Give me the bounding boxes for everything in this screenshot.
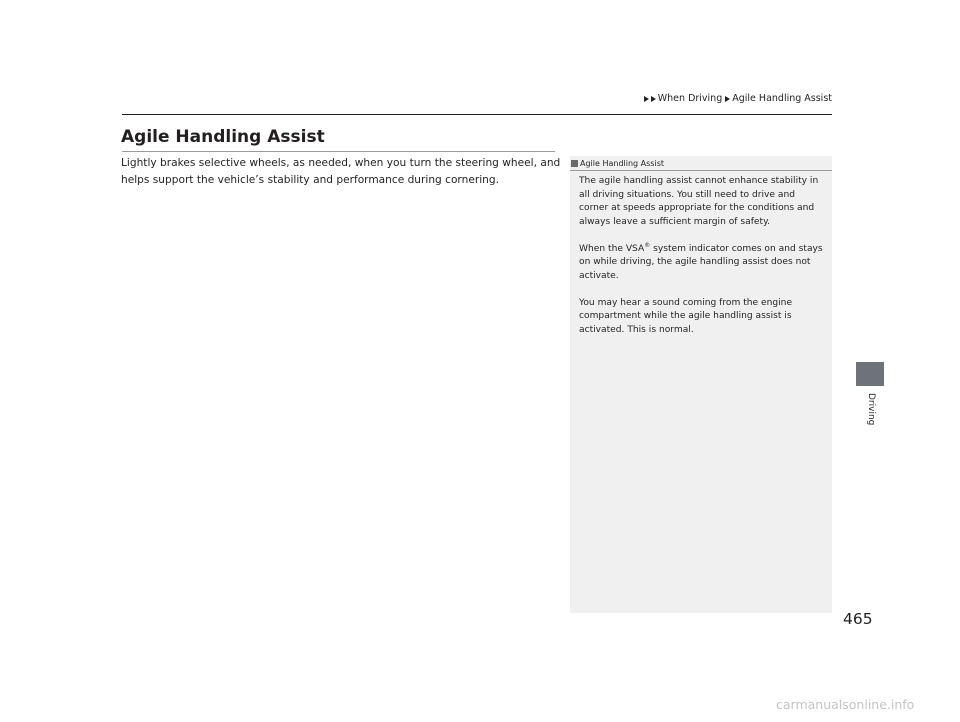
header-rule xyxy=(122,114,832,115)
note-paragraph: You may hear a sound coming from the engine compartment while the agile handling assist is activated. This is normal. xyxy=(579,297,793,335)
note-text: When the VSA xyxy=(579,243,645,254)
note-header xyxy=(570,156,832,171)
breadcrumb-item-agile-handling-assist: Agile Handling Assist xyxy=(732,93,832,104)
page-number: 465 xyxy=(843,610,873,628)
watermark: carmanualsonline.info xyxy=(776,697,915,712)
note-body xyxy=(579,175,827,351)
body-text: Lightly brakes selective wheels, as needed, when you turn the steering wheel, and helps support the vehicle’s stability and performance during cornering. xyxy=(121,157,561,186)
title-rule xyxy=(122,151,555,152)
note-title: Agile Handling Assist xyxy=(580,158,664,168)
note-text: system indicator comes on and stays on while driving, the agile handling assist does not activate. xyxy=(579,243,823,281)
note-paragraph xyxy=(579,243,827,284)
registered-mark: ® xyxy=(644,241,651,249)
section-tab[interactable] xyxy=(856,362,884,386)
note-bookmark-icon xyxy=(571,160,578,167)
breadcrumb-arrow-icon xyxy=(725,96,730,102)
page-title: Agile Handling Assist xyxy=(121,127,325,147)
breadcrumb-arrow-icon xyxy=(651,96,656,102)
section-tab-label xyxy=(864,393,876,433)
note-sidebar xyxy=(570,156,832,613)
breadcrumb xyxy=(644,93,832,104)
section-tab-text: Driving xyxy=(866,393,876,426)
breadcrumb-arrow-icon xyxy=(644,96,649,102)
breadcrumb-item-when-driving[interactable]: When Driving xyxy=(657,93,723,104)
note-paragraph: The agile handling assist cannot enhance stability in all driving situations. You still need to drive and corner at speeds appropriate for the conditions and always leave a sufficient margin of safety. xyxy=(579,176,819,227)
